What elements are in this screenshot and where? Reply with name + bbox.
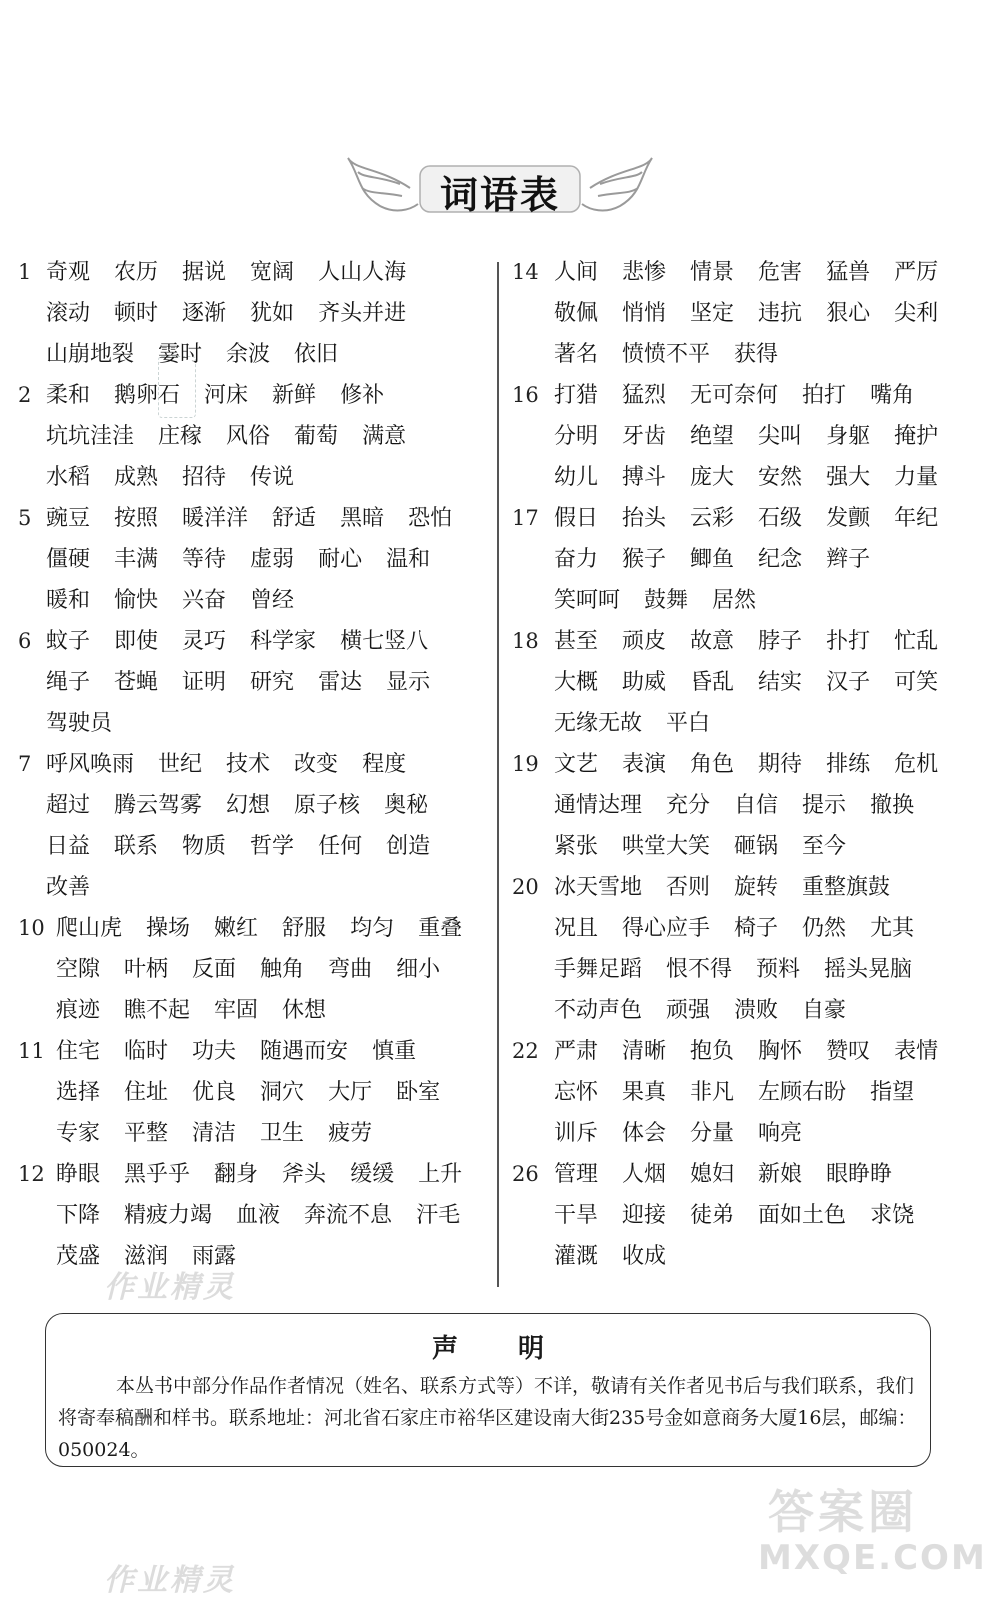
vocab-word: 暖和	[46, 588, 91, 613]
vocab-word: 豌豆	[46, 506, 91, 531]
vocab-word: 预料	[756, 957, 801, 982]
vocab-word: 椅子	[734, 916, 779, 941]
lesson-entry	[512, 252, 982, 375]
vocab-word: 严肃	[554, 1039, 599, 1064]
vocab-word: 绳子	[46, 670, 91, 695]
vocab-word: 角色	[690, 752, 735, 777]
vocab-word: 石级	[758, 506, 803, 531]
vocab-word: 呼风唤雨	[46, 752, 135, 777]
vocab-word: 仍然	[802, 916, 847, 941]
vocab-word: 犹如	[250, 301, 295, 326]
column-divider	[497, 262, 499, 1287]
vocab-word: 空隙	[56, 957, 101, 982]
notice-title: 声明	[431, 1334, 604, 1364]
lesson-number: 14	[512, 260, 539, 284]
vocab-word: 可笑	[894, 670, 939, 695]
lesson-entry	[512, 1031, 982, 1154]
page-title: 词语表	[439, 173, 560, 217]
lesson-words	[46, 744, 488, 908]
vocab-word: 灵巧	[182, 629, 227, 654]
vocab-word: 悲惨	[622, 260, 667, 285]
vocab-word: 徒弟	[690, 1203, 735, 1228]
vocab-word: 黑乎乎	[124, 1162, 191, 1187]
vocab-word: 成熟	[114, 465, 159, 490]
vocab-word: 猴子	[622, 547, 667, 572]
vocab-word: 住宅	[56, 1039, 101, 1064]
lesson-number: 6	[18, 629, 32, 653]
lesson-entry	[512, 375, 982, 498]
lesson-entry	[18, 621, 488, 744]
vocab-word: 按照	[114, 506, 159, 531]
vocab-word: 提示	[802, 793, 847, 818]
lesson-entry	[512, 1154, 982, 1277]
vocab-word: 功夫	[192, 1039, 237, 1064]
vocab-word: 嫩红	[214, 916, 259, 941]
word-list-right	[512, 252, 982, 1277]
vocab-word: 紧张	[554, 834, 599, 859]
vocab-word: 甚至	[554, 629, 599, 654]
lesson-entry	[512, 867, 982, 1031]
vocab-word: 雨露	[192, 1244, 237, 1269]
vocab-word: 苍蝇	[114, 670, 159, 695]
vocab-word: 缓缓	[350, 1162, 395, 1187]
vocab-word: 冰天雪地	[554, 875, 643, 900]
lesson-entry	[512, 744, 982, 867]
vocab-word: 扑打	[826, 629, 871, 654]
vocab-word: 旋转	[734, 875, 779, 900]
vocab-word: 猛烈	[622, 383, 667, 408]
logo-url: MXQE.COM	[758, 1538, 987, 1578]
vocab-word: 昏乱	[690, 670, 735, 695]
vocab-word: 眼睁睁	[826, 1162, 893, 1187]
vocab-word: 山崩地裂	[46, 342, 135, 367]
vocab-word: 显示	[386, 670, 431, 695]
vocab-word: 洞穴	[260, 1080, 305, 1105]
vocab-word: 霎时	[158, 342, 203, 367]
vocab-word: 恨不得	[666, 957, 733, 982]
vocab-word: 表情	[894, 1039, 939, 1064]
vocab-word: 非凡	[690, 1080, 735, 1105]
vocab-word: 左顾右盼	[758, 1080, 847, 1105]
vocab-word: 忘怀	[554, 1080, 599, 1105]
vocab-word: 得心应手	[622, 916, 711, 941]
vocab-word: 掩护	[894, 424, 939, 449]
vocab-word: 无可奈何	[690, 383, 779, 408]
vocab-word: 顿时	[114, 301, 159, 326]
vocab-word: 齐头并进	[318, 301, 407, 326]
vocab-word: 尤其	[870, 916, 915, 941]
vocab-word: 顽强	[666, 998, 711, 1023]
vocab-word: 体会	[622, 1121, 667, 1146]
vocab-word: 尖叫	[758, 424, 803, 449]
vocab-word: 科学家	[250, 629, 317, 654]
vocab-word: 汉子	[826, 670, 871, 695]
vocab-word: 发颤	[826, 506, 871, 531]
vocab-word: 危机	[894, 752, 939, 777]
vocab-word: 卧室	[396, 1080, 441, 1105]
vocab-word: 力量	[894, 465, 939, 490]
vocab-word: 奋力	[554, 547, 599, 572]
vocab-word: 痕迹	[56, 998, 101, 1023]
vocab-word: 疲劳	[328, 1121, 373, 1146]
lesson-words	[554, 498, 982, 621]
vocab-word: 任何	[318, 834, 363, 859]
vocab-word: 依旧	[294, 342, 339, 367]
vocab-word: 改善	[46, 875, 91, 900]
lesson-words	[56, 908, 488, 1031]
vocab-word: 茂盛	[56, 1244, 101, 1269]
lesson-number: 20	[512, 875, 539, 899]
vocab-word: 嘴角	[870, 383, 915, 408]
vocab-word: 僵硬	[46, 547, 91, 572]
lesson-number: 19	[512, 752, 539, 776]
lesson-entry	[18, 1031, 488, 1154]
lesson-words	[554, 621, 982, 744]
vocab-word: 严厉	[894, 260, 939, 285]
vocab-word: 物质	[182, 834, 227, 859]
title-banner	[340, 148, 660, 228]
lesson-words	[554, 252, 982, 375]
vocab-word: 舒服	[282, 916, 327, 941]
lesson-entry	[512, 498, 982, 621]
vocab-word: 幻想	[226, 793, 271, 818]
vocab-word: 自信	[734, 793, 779, 818]
vocab-word: 摇头晃脑	[824, 957, 913, 982]
vocab-word: 虚弱	[250, 547, 295, 572]
vocab-word: 故意	[690, 629, 735, 654]
vocab-word: 坑坑洼洼	[46, 424, 135, 449]
vocab-word: 随遇而安	[260, 1039, 349, 1064]
vocab-word: 获得	[734, 342, 779, 367]
vocab-word: 重整旗鼓	[802, 875, 891, 900]
vocab-word: 顽皮	[622, 629, 667, 654]
vocab-word: 斧头	[282, 1162, 327, 1187]
vocab-word: 哲学	[250, 834, 295, 859]
vocab-word: 慎重	[372, 1039, 417, 1064]
vocab-word: 期待	[758, 752, 803, 777]
vocab-word: 抬头	[622, 506, 667, 531]
vocab-word: 卫生	[260, 1121, 305, 1146]
lesson-number: 22	[512, 1039, 539, 1063]
vocab-word: 舒适	[272, 506, 317, 531]
vocab-word: 庞大	[690, 465, 735, 490]
vocab-word: 迎接	[622, 1203, 667, 1228]
vocab-word: 文艺	[554, 752, 599, 777]
vocab-word: 均匀	[350, 916, 395, 941]
vocab-word: 忙乱	[894, 629, 939, 654]
vocab-word: 哄堂大笑	[622, 834, 711, 859]
vocab-word: 况且	[554, 916, 599, 941]
vocab-word: 脖子	[758, 629, 803, 654]
lesson-words	[554, 1154, 982, 1277]
vocab-word: 果真	[622, 1080, 667, 1105]
lesson-words	[554, 1031, 982, 1154]
vocab-word: 抱负	[690, 1039, 735, 1064]
vocab-word: 程度	[362, 752, 407, 777]
vocab-word: 砸锅	[734, 834, 779, 859]
lesson-words	[554, 744, 982, 867]
lesson-words	[46, 621, 488, 744]
vocab-word: 通情达理	[554, 793, 643, 818]
vocab-word: 睁眼	[56, 1162, 101, 1187]
vocab-word: 愤愤不平	[622, 342, 711, 367]
vocab-word: 下降	[56, 1203, 101, 1228]
vocab-word: 不动声色	[554, 998, 643, 1023]
lesson-number: 26	[512, 1162, 539, 1186]
lesson-entry	[512, 621, 982, 744]
vocab-word: 宽阔	[250, 260, 295, 285]
vocab-word: 上升	[418, 1162, 463, 1187]
vocab-word: 假日	[554, 506, 599, 531]
vocab-word: 敬佩	[554, 301, 599, 326]
vocab-word: 清洁	[192, 1121, 237, 1146]
vocab-word: 搏斗	[622, 465, 667, 490]
vocab-word: 选择	[56, 1080, 101, 1105]
vocab-word: 临时	[124, 1039, 169, 1064]
vocab-word: 蚊子	[46, 629, 91, 654]
vocab-word: 精疲力竭	[124, 1203, 213, 1228]
vocab-word: 河床	[204, 383, 249, 408]
vocab-word: 笑呵呵	[554, 588, 621, 613]
vocab-word: 研究	[250, 670, 295, 695]
vocab-word: 干旱	[554, 1203, 599, 1228]
vocab-word: 专家	[56, 1121, 101, 1146]
lesson-entry	[18, 498, 488, 621]
notice-body: 本丛书中部分作品作者情况（姓名、联系方式等）不详，敬请有关作者见书后与我们联系，我们将寄奉稿酬和样书。联系地址：河北省石家庄市裕华区建设南大街235号金如意商务大厦16层，邮编：050024。	[58, 1375, 917, 1461]
watermark-text-bottom: 作业精灵	[104, 1563, 236, 1598]
vocab-word: 违抗	[758, 301, 803, 326]
vocab-word: 奔流不息	[304, 1203, 393, 1228]
vocab-word: 绝望	[690, 424, 735, 449]
vocab-word: 表演	[622, 752, 667, 777]
vocab-word: 年纪	[894, 506, 939, 531]
vocab-word: 分量	[690, 1121, 735, 1146]
vocab-word: 清晰	[622, 1039, 667, 1064]
vocab-word: 曾经	[250, 588, 295, 613]
vocab-word: 丰满	[114, 547, 159, 572]
vocab-word: 风俗	[226, 424, 271, 449]
watermark-text: 作业精灵	[104, 1270, 236, 1305]
lesson-number: 16	[512, 383, 539, 407]
vocab-word: 鼓舞	[644, 588, 689, 613]
word-list-left	[18, 252, 488, 1277]
vocab-word: 否则	[666, 875, 711, 900]
vocab-word: 牢固	[214, 998, 259, 1023]
vocab-word: 排练	[826, 752, 871, 777]
vocab-word: 平白	[666, 711, 711, 736]
vocab-word: 证明	[182, 670, 227, 695]
vocab-word: 技术	[226, 752, 271, 777]
vocab-word: 鹅卵石	[114, 383, 181, 408]
vocab-word: 面如土色	[758, 1203, 847, 1228]
vocab-word: 自豪	[802, 998, 847, 1023]
vocab-word: 奇观	[46, 260, 91, 285]
vocab-word: 温和	[386, 547, 431, 572]
vocab-word: 横七竖八	[340, 629, 429, 654]
vocab-word: 无缘无故	[554, 711, 643, 736]
vocab-word: 人烟	[622, 1162, 667, 1187]
vocab-word: 叶柄	[124, 957, 169, 982]
lesson-number: 11	[18, 1039, 45, 1063]
vocab-word: 拍打	[802, 383, 847, 408]
lesson-entry	[18, 744, 488, 908]
lesson-entry	[18, 252, 488, 375]
vocab-word: 住址	[124, 1080, 169, 1105]
vocab-word: 奥秘	[384, 793, 429, 818]
vocab-word: 触角	[260, 957, 305, 982]
vocab-word: 训斥	[554, 1121, 599, 1146]
notice-box	[45, 1313, 931, 1467]
vocab-word: 反面	[192, 957, 237, 982]
vocab-word: 腾云驾雾	[114, 793, 203, 818]
vocab-word: 逐渐	[182, 301, 227, 326]
vocab-word: 等待	[182, 547, 227, 572]
vocab-word: 大概	[554, 670, 599, 695]
vocab-word: 爬山虎	[56, 916, 123, 941]
vocab-word: 招待	[182, 465, 227, 490]
vocab-word: 指望	[870, 1080, 915, 1105]
vocab-word: 悄悄	[622, 301, 667, 326]
vocab-word: 结实	[758, 670, 803, 695]
vocab-word: 赞叹	[826, 1039, 871, 1064]
vocab-word: 鲫鱼	[690, 547, 735, 572]
vocab-word: 新鲜	[272, 383, 317, 408]
vocab-word: 汗毛	[416, 1203, 461, 1228]
vocab-word: 世纪	[158, 752, 203, 777]
vocab-word: 著名	[554, 342, 599, 367]
vocab-word: 灌溉	[554, 1244, 599, 1269]
vocab-word: 安然	[758, 465, 803, 490]
vocab-word: 农历	[114, 260, 159, 285]
vocab-word: 狠心	[826, 301, 871, 326]
vocab-word: 打猎	[554, 383, 599, 408]
vocab-word: 庄稼	[158, 424, 203, 449]
vocab-word: 翻身	[214, 1162, 259, 1187]
lesson-number: 7	[18, 752, 32, 776]
lesson-number: 12	[18, 1162, 45, 1186]
vocab-word: 细小	[396, 957, 441, 982]
vocab-word: 至今	[802, 834, 847, 859]
vocab-word: 充分	[666, 793, 711, 818]
lesson-words	[554, 375, 982, 498]
vocab-word: 改变	[294, 752, 339, 777]
vocab-word: 血液	[236, 1203, 281, 1228]
vocab-word: 雷达	[318, 670, 363, 695]
vocab-word: 猛兽	[826, 260, 871, 285]
vocab-word: 传说	[250, 465, 295, 490]
lesson-words	[46, 498, 488, 621]
lesson-entry	[18, 1154, 488, 1277]
vocab-word: 超过	[46, 793, 91, 818]
vocab-word: 管理	[554, 1162, 599, 1187]
vocab-word: 余波	[226, 342, 271, 367]
vocab-word: 尖利	[894, 301, 939, 326]
lesson-number: 1	[18, 260, 32, 284]
vocab-word: 溃败	[734, 998, 779, 1023]
vocab-word: 助威	[622, 670, 667, 695]
vocab-word: 危害	[758, 260, 803, 285]
lesson-number: 18	[512, 629, 539, 653]
vocab-word: 胸怀	[758, 1039, 803, 1064]
vocab-word: 居然	[712, 588, 757, 613]
vocab-word: 坚定	[690, 301, 735, 326]
vocab-word: 大厅	[328, 1080, 373, 1105]
vocab-word: 葡萄	[294, 424, 339, 449]
vocab-word: 联系	[114, 834, 159, 859]
vocab-word: 求饶	[870, 1203, 915, 1228]
vocab-word: 休想	[282, 998, 327, 1023]
vocab-word: 原子核	[294, 793, 361, 818]
vocab-word: 柔和	[46, 383, 91, 408]
lesson-number: 10	[18, 916, 45, 940]
vocab-word: 操场	[146, 916, 191, 941]
vocab-word: 纪念	[758, 547, 803, 572]
lesson-words	[554, 867, 982, 1031]
vocab-word: 瞧不起	[124, 998, 191, 1023]
vocab-word: 新娘	[758, 1162, 803, 1187]
lesson-words	[46, 375, 488, 498]
vocab-word: 撤换	[870, 793, 915, 818]
vocab-word: 滚动	[46, 301, 91, 326]
vocab-word: 媳妇	[690, 1162, 735, 1187]
vocab-word: 恐怕	[408, 506, 453, 531]
lesson-words	[56, 1154, 488, 1277]
vocab-word: 人山人海	[318, 260, 407, 285]
lesson-entry	[18, 908, 488, 1031]
site-logo	[748, 1476, 987, 1592]
vocab-word: 优良	[192, 1080, 237, 1105]
vocab-word: 修补	[340, 383, 385, 408]
vocab-word: 强大	[826, 465, 871, 490]
vocab-word: 牙齿	[622, 424, 667, 449]
vocab-word: 人间	[554, 260, 599, 285]
vocab-word: 手舞足蹈	[554, 957, 643, 982]
vocab-word: 创造	[386, 834, 431, 859]
logo-mark: 答案圈	[768, 1485, 918, 1539]
lesson-number: 2	[18, 383, 32, 407]
lesson-entry	[18, 375, 488, 498]
lesson-number: 5	[18, 506, 32, 530]
lesson-words	[46, 252, 488, 375]
vocab-word: 满意	[362, 424, 407, 449]
vocab-word: 平整	[124, 1121, 169, 1146]
vocab-word: 弯曲	[328, 957, 373, 982]
vocab-word: 幼儿	[554, 465, 599, 490]
vocab-word: 兴奋	[182, 588, 227, 613]
vocab-word: 暖洋洋	[182, 506, 249, 531]
lesson-words	[56, 1031, 488, 1154]
vocab-word: 驾驶员	[46, 711, 113, 736]
vocab-word: 黑暗	[340, 506, 385, 531]
vocab-word: 水稻	[46, 465, 91, 490]
vocab-word: 耐心	[318, 547, 363, 572]
vocab-word: 辫子	[826, 547, 871, 572]
vocab-word: 云彩	[690, 506, 735, 531]
vocab-word: 滋润	[124, 1244, 169, 1269]
vocab-word: 据说	[182, 260, 227, 285]
vocab-word: 分明	[554, 424, 599, 449]
vocab-word: 重叠	[418, 916, 463, 941]
vocab-word: 情景	[690, 260, 735, 285]
vocab-word: 身躯	[826, 424, 871, 449]
vocab-word: 愉快	[114, 588, 159, 613]
vocab-word: 响亮	[758, 1121, 803, 1146]
vocab-word: 日益	[46, 834, 91, 859]
vocab-word: 即使	[114, 629, 159, 654]
lesson-number: 17	[512, 506, 539, 530]
vocab-word: 收成	[622, 1244, 667, 1269]
